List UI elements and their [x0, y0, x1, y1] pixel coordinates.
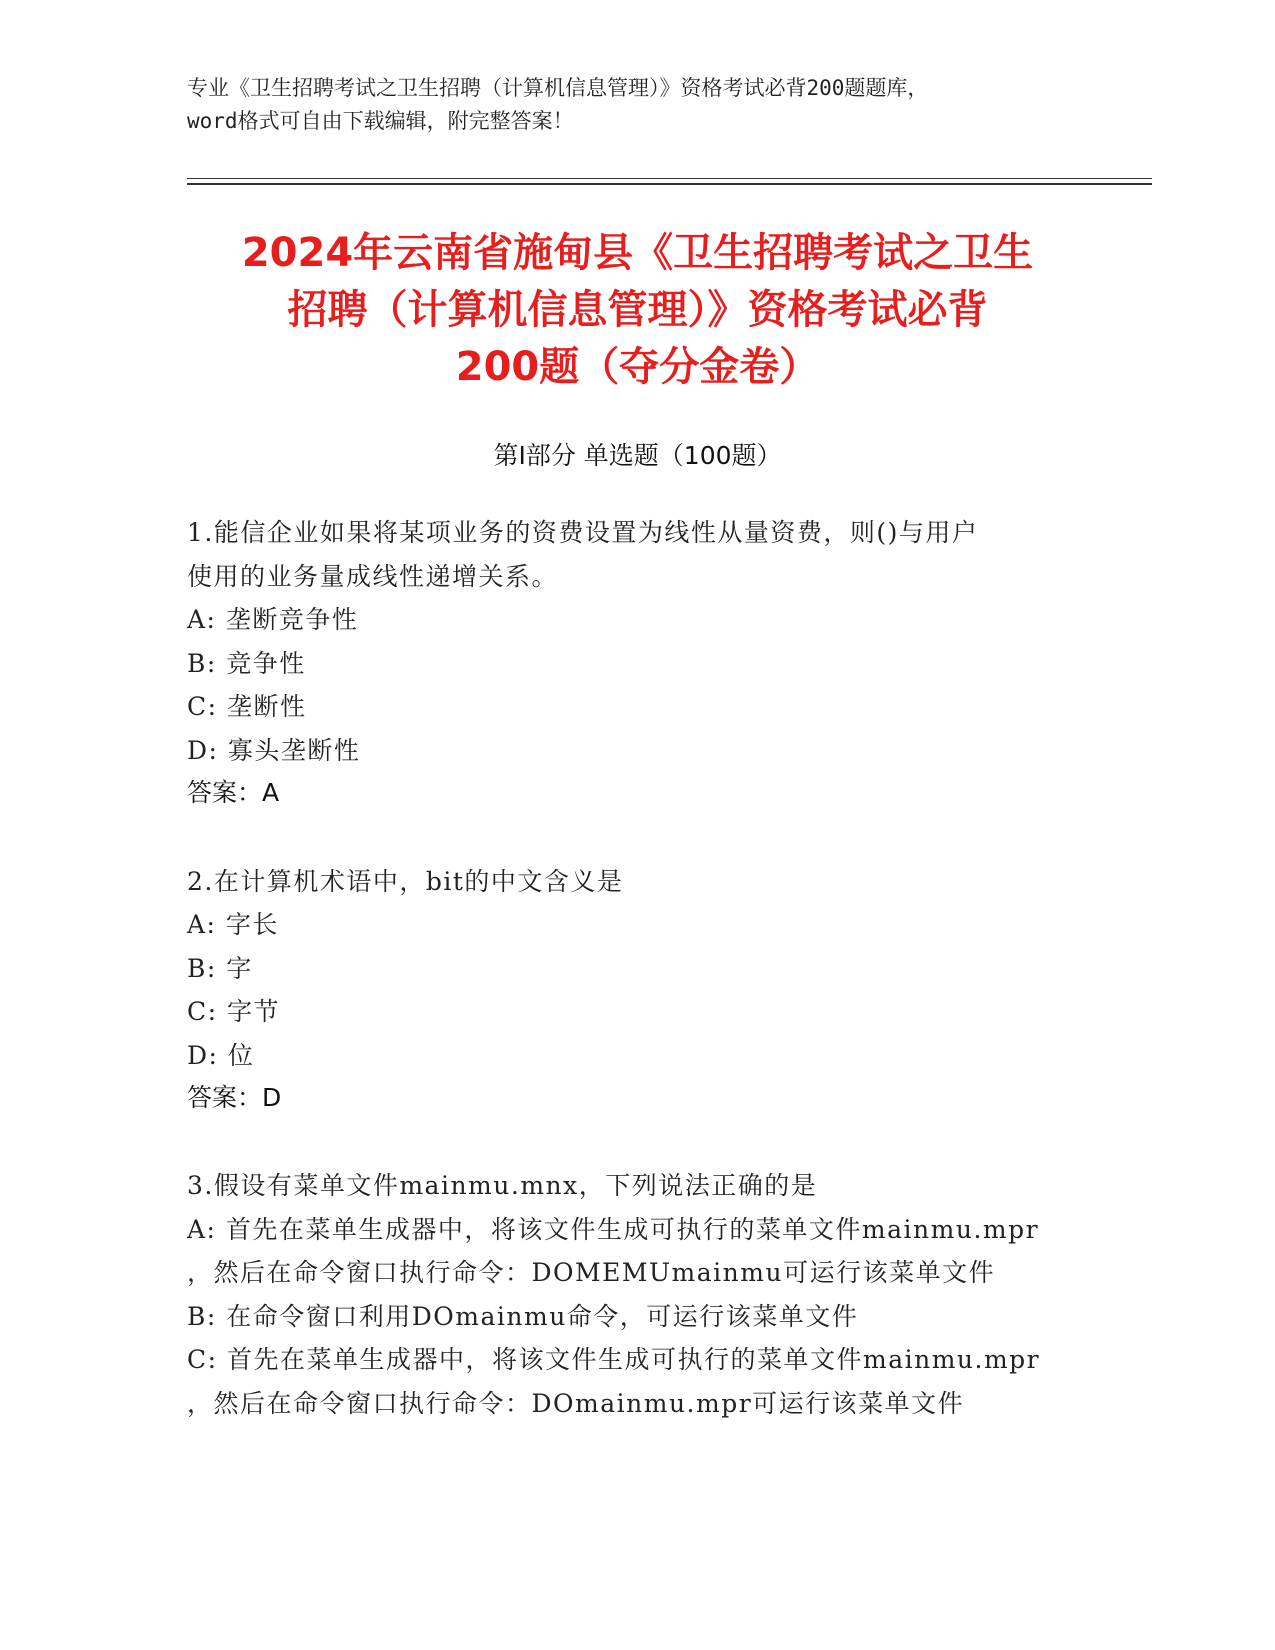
question-stem: 2.在计算机术语中，bit的中文含义是: [187, 867, 624, 896]
header-line: word格式可自由下载编辑，附完整答案！: [187, 109, 574, 133]
section-heading: 第Ⅰ部分 单选题（100题）: [493, 441, 782, 470]
option-a: A: 首先在菜单生成器中，将该文件生成可执行的菜单文件mainmu.mpr: [187, 1215, 1040, 1244]
answer-line: 答案：D: [187, 1083, 282, 1112]
option-b: B: 字: [187, 954, 253, 983]
title-line: 200题（夺分金卷）: [455, 344, 820, 390]
title-line: 招聘（计算机信息管理）》资格考试必背: [287, 287, 988, 333]
header-divider: [187, 178, 1152, 179]
document-title: [150, 225, 1125, 396]
header-divider-thick: [187, 183, 1152, 185]
answer-line: 答案：A: [187, 778, 280, 807]
option-c: C: 首先在菜单生成器中，将该文件生成可执行的菜单文件mainmu.mpr: [187, 1345, 1041, 1374]
question-stem: 3.假设有菜单文件mainmu.mnx，下列说法正确的是: [187, 1171, 818, 1200]
header-line: 专业《卫生招聘考试之卫生招聘（计算机信息管理）》资格考试必背200题题库，: [187, 76, 929, 100]
option-c: C: 字节: [187, 997, 280, 1026]
option-a: A: 垄断竞争性: [187, 605, 359, 634]
question-stem: 1.能信企业如果将某项业务的资费设置为线性从量资费，则()与用户: [187, 518, 979, 547]
option-c: C: 垄断性: [187, 692, 307, 721]
option-a-continued: ，然后在命令窗口执行命令：DOMEMUmainmu可运行该菜单文件: [187, 1258, 996, 1287]
option-b: B: 在命令窗口利用DOmainmu命令，可运行该菜单文件: [187, 1302, 859, 1331]
option-a: A: 字长: [187, 910, 279, 939]
question-stem: 使用的业务量成线性递增关系。: [187, 562, 559, 591]
title-line: 2024年云南省施甸县《卫生招聘考试之卫生: [241, 230, 1034, 276]
option-b: B: 竞争性: [187, 649, 306, 678]
document-header: [187, 72, 1087, 138]
option-d: D: 寡头垄断性: [187, 736, 361, 765]
option-c-continued: ，然后在命令窗口执行命令：DOmainmu.mpr可运行该菜单文件: [187, 1389, 965, 1418]
option-d: D: 位: [187, 1041, 255, 1070]
